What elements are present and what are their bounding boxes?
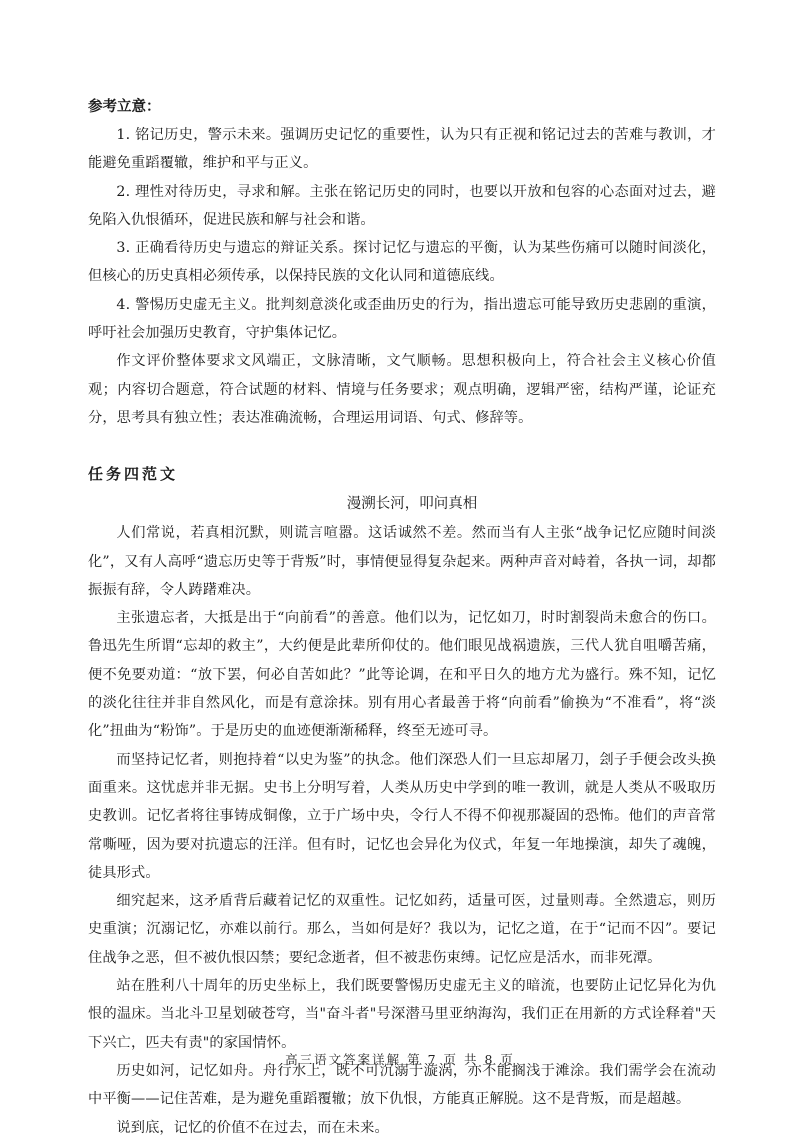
- essay-paragraph-1: 人们常说，若真相沉默，则谎言喧嚣。这话诚然不差。然而当有人主张“战争记忆应随时间淡化”，又有人高呼“遗忘历史等于背叛”时，事情便显得复杂起来。两种声音对峙着，各执一词，却都振振有辞，令人踌躇难决。: [88, 525, 716, 598]
- reference-point-3: 3. 正确看待历史与遗忘的辩证关系。探讨记忆与遗忘的平衡，认为某些伤痛可以随时间淡化，但核心的历史真相必须传承，以保持民族的文化认同和道德底线。: [88, 240, 716, 285]
- essay-paragraph-6: 历史如河，记忆如舟。舟行水上，既不可沉溺于漩涡，亦不能搁浅于滩涂。我们需学会在流动中平衡——记住苦难，是为避免重蹈覆辙；放下仇恨，方能真正解脱。这不是背叛，而是超越。: [88, 1062, 716, 1108]
- task-heading: 任务四范文: [88, 465, 179, 484]
- reference-point-1: 1. 铭记历史，警示未来。强调历史记忆的重要性，认为只有正视和铭记过去的苦难与教训，才能避免重蹈覆辙，维护和平与正义。: [88, 127, 716, 172]
- reference-point-2: 2. 理性对待历史，寻求和解。主张在铭记历史的同时，也要以开放和包容的心态面对过去，避免陷入仇恨循环，促进民族和解与社会和谐。: [88, 183, 716, 228]
- reference-heading: 参考立意：: [88, 99, 161, 115]
- essay-paragraph-7: 说到底，记忆的价值不在过去，而在未来。: [116, 1119, 389, 1136]
- essay-paragraph-3: 而坚持记忆者，则抱持着“以史为鉴”的执念。他们深恐人们一旦忘却屠刀，刽子手便会改头换面重来。这忧虑并非无据。史书上分明写着，人类从历史中学到的唯一教训，就是人类从不吸取历史教训。记忆者将往事铸成铜像，立于广场中央，令行人不得不仰视那凝固的恐怖。他们的声音常常嘶哑，因为要对抗遗忘的汪洋。但有时，记忆也会异化为仪式，年复一年地操演，却失了魂魄，徒具形式。: [88, 751, 716, 881]
- essay-paragraph-2: 主张遗忘者，大抵是出于“向前看”的善意。他们以为，记忆如刀，时时割裂尚未愈合的伤口。鲁迅先生所谓“忘却的救主”，大约便是此辈所仰仗的。他们眼见战祸遗族，三代人犹自咀嚼苦痛，便不免要劝道：“放下罢，何必自苦如此？”此等论调，在和平日久的地方尤为盛行。殊不知，记忆的淡化往往并非自然风化，而是有意涂抹。别有用心者最善于将“向前看”偷换为“不准看”，将“淡化”扭曲为“粉饰”。于是历史的血迹便渐渐稀释，终至无迹可寻。: [88, 610, 716, 740]
- page-content: [88, 93, 716, 1142]
- reference-point-4: 4. 警惕历史虚无主义。批判刻意淡化或歪曲历史的行为，指出遗忘可能导致历史悲剧的重演，呼吁社会加强历史教育，守护集体记忆。: [88, 296, 716, 342]
- page-footer: 高三语文答案详解 第 7 页 共 8 页: [285, 1052, 515, 1067]
- essay-paragraph-5: 站在胜利八十周年的历史坐标上，我们既要警惕历史虚无主义的暗流，也要防止记忆异化为仇恨的温床。当北斗卫星划破苍穹，当"奋斗者"号深潜马里亚纳海沟，我们正在用新的方式诠释着"天下兴亡，匹夫有责"的家国情怀。: [88, 978, 716, 1051]
- essay-title: 漫溯长河，叩问真相: [346, 496, 478, 513]
- section-spacer: [88, 432, 716, 459]
- essay-paragraph-4: 细究起来，这矛盾背后藏着记忆的双重性。记忆如药，适量可医，过量则毒。全然遗忘，则历史重演；沉溺记忆，亦难以前行。那么，当如何是好？我以为，记忆之道，在于“记而不囚”。要记住战争之恶，但不被仇恨囚禁；要纪念逝者，但不被悲伤束缚。记忆应是活水，而非死潭。: [88, 893, 716, 966]
- evaluation-criteria: 作文评价整体要求文风端正，文脉清晰，文气顺畅。思想积极向上，符合社会主义核心价值观；内容切合题意，符合试题的材料、情境与任务要求；观点明确，逻辑严密，结构严谨，论证充分，思考具有独立性；表达准确流畅，合理运用词语、句式、修辞等。: [88, 353, 716, 426]
